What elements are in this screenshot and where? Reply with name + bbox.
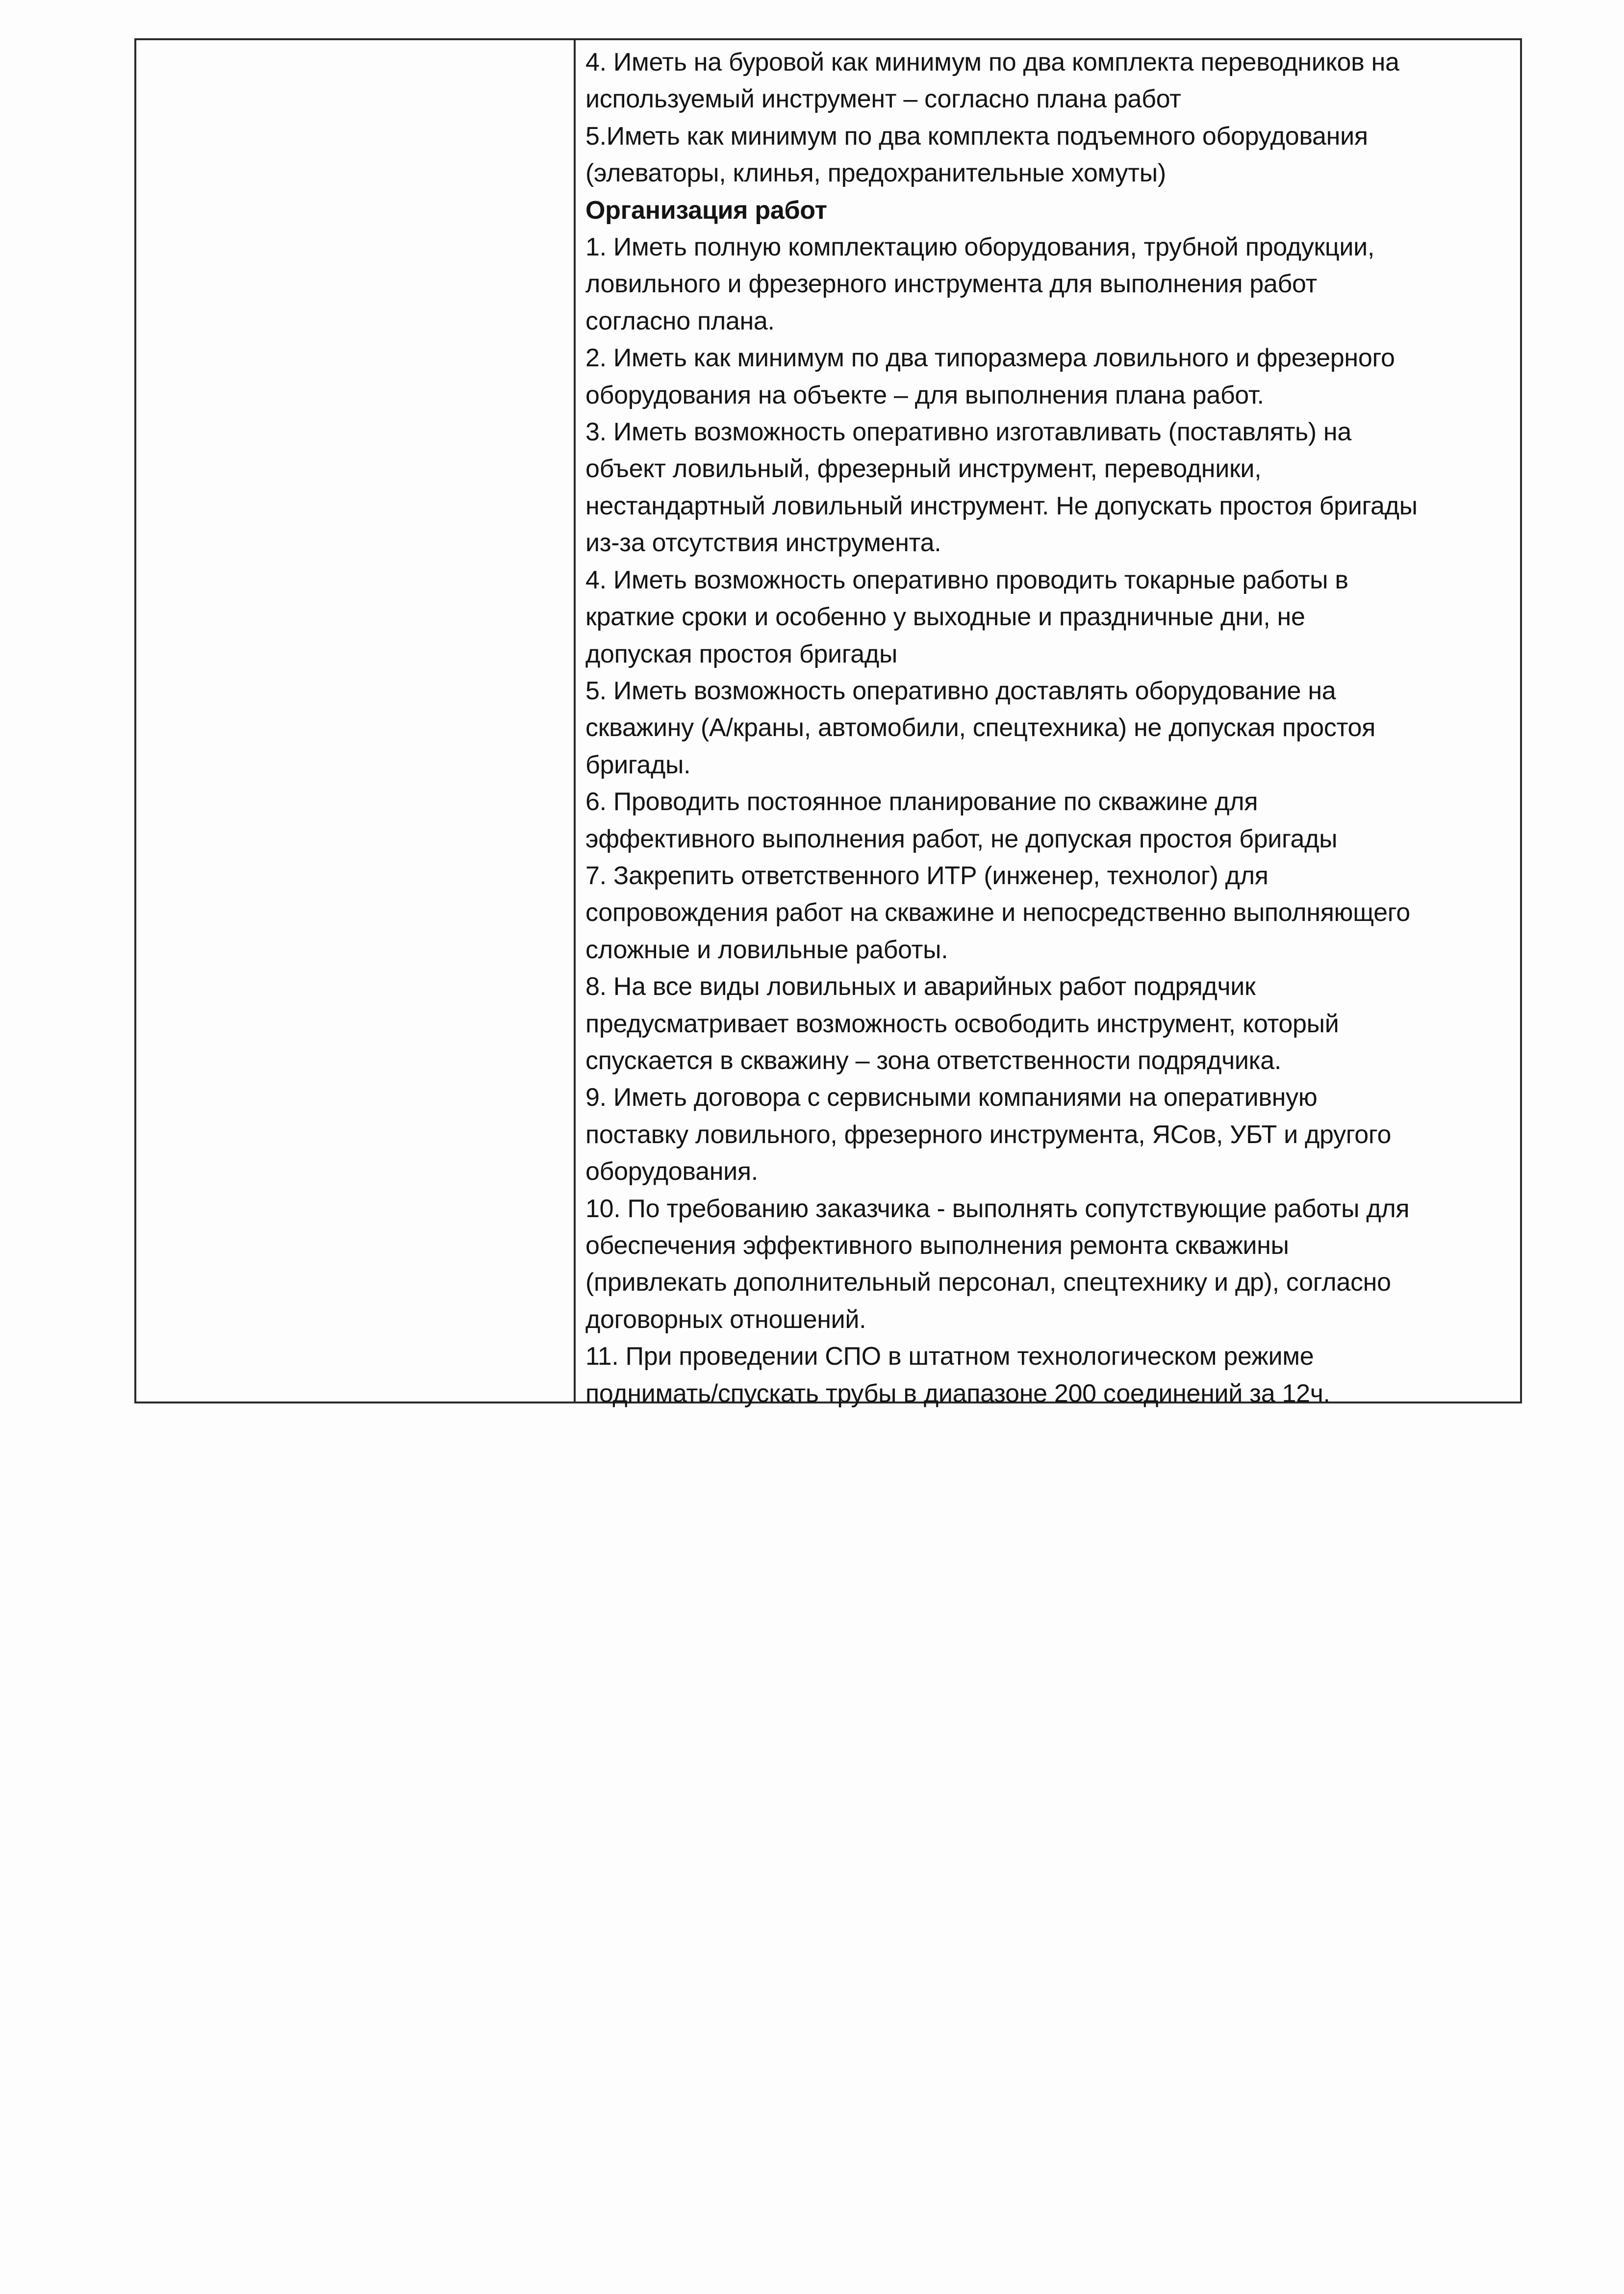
text-line: 4. Иметь на буровой как минимум по два комплекта переводников на <box>585 48 1399 76</box>
text-line: 7. Закрепить ответственного ИТР (инженер, технолог) для <box>585 861 1269 890</box>
text-line: сопровождения работ на скважине и непосредственно выполняющего <box>585 898 1410 927</box>
text-line: бригады. <box>585 750 691 779</box>
text-line: скважину (А/краны, автомобили, спецтехника) не допуская простоя <box>585 714 1376 742</box>
text-line: 4. Иметь возможность оперативно проводить токарные работы в <box>585 565 1348 594</box>
text-line: ловильного и фрезерного инструмента для выполнения работ <box>585 270 1317 299</box>
text-line: оборудования на объекте – для выполнения плана работ. <box>585 381 1264 409</box>
text-line: предусматривает возможность освободить инструмент, который <box>585 1009 1339 1038</box>
text-line: 9. Иметь договора с сервисными компаниями на оперативную <box>585 1083 1318 1112</box>
text-line: поставку ловильного, фрезерного инструмента, ЯСов, УБТ и другого <box>585 1120 1392 1149</box>
text-line: договорных отношений. <box>585 1305 866 1334</box>
text-line: 8. На все виды ловильных и аварийных работ подрядчик <box>585 972 1256 1001</box>
right-column-cell <box>576 40 1520 1408</box>
text-line: 1. Иметь полную комплектацию оборудования, трубной продукции, <box>585 233 1375 262</box>
text-line: допуская простоя бригады <box>585 639 898 668</box>
text-line: (привлекать дополнительный персонал, спецтехнику и др), согласно <box>585 1268 1391 1297</box>
text-line: нестандартный ловильный инструмент. Не допускать простоя бригады <box>585 491 1418 520</box>
text-line: сложные и ловильные работы. <box>585 935 948 964</box>
text-line: 6. Проводить постоянное планирование по скважине для <box>585 788 1258 816</box>
text-line: 11. При проведении СПО в штатном технологическом режиме <box>585 1342 1314 1371</box>
text-line: 5. Иметь возможность оперативно доставлять оборудование на <box>585 676 1336 705</box>
section-heading: Организация работ <box>585 196 827 225</box>
text-line: обеспечения эффективного выполнения ремонта скважины <box>585 1231 1289 1260</box>
requirements-table <box>134 38 1522 1408</box>
text-line: используемый инструмент – согласно плана работ <box>585 85 1181 114</box>
text-line: эффективного выполнения работ, не допуская простоя бригады <box>585 824 1338 853</box>
text-line: 2. Иметь как минимум по два типоразмера ловильного и фрезерного <box>585 344 1395 373</box>
text-line: поднимать/спускать трубы в диапазоне 200 соединений за 12ч. <box>585 1379 1330 1408</box>
text-line: спускается в скважину – зона ответственности подрядчика. <box>585 1046 1282 1075</box>
text-line: объект ловильный, фрезерный инструмент, переводники, <box>585 455 1262 484</box>
text-line: (элеваторы, клинья, предохранительные хомуты) <box>585 159 1166 188</box>
text-line: 5.Иметь как минимум по два комплекта подъемного оборудования <box>585 122 1368 151</box>
text-line: из-за отсутствия инструмента. <box>585 529 941 558</box>
text-line: оборудования. <box>585 1157 758 1186</box>
text-line: 3. Иметь возможность оперативно изготавливать (поставлять) на <box>585 418 1351 447</box>
text-line: 10. По требованию заказчика - выполнять сопутствующие работы для <box>585 1194 1410 1223</box>
left-column-cell <box>136 40 576 1402</box>
text-line: краткие сроки и особенно у выходные и праздничные дни, не <box>585 603 1305 632</box>
text-line: согласно плана. <box>585 306 775 335</box>
